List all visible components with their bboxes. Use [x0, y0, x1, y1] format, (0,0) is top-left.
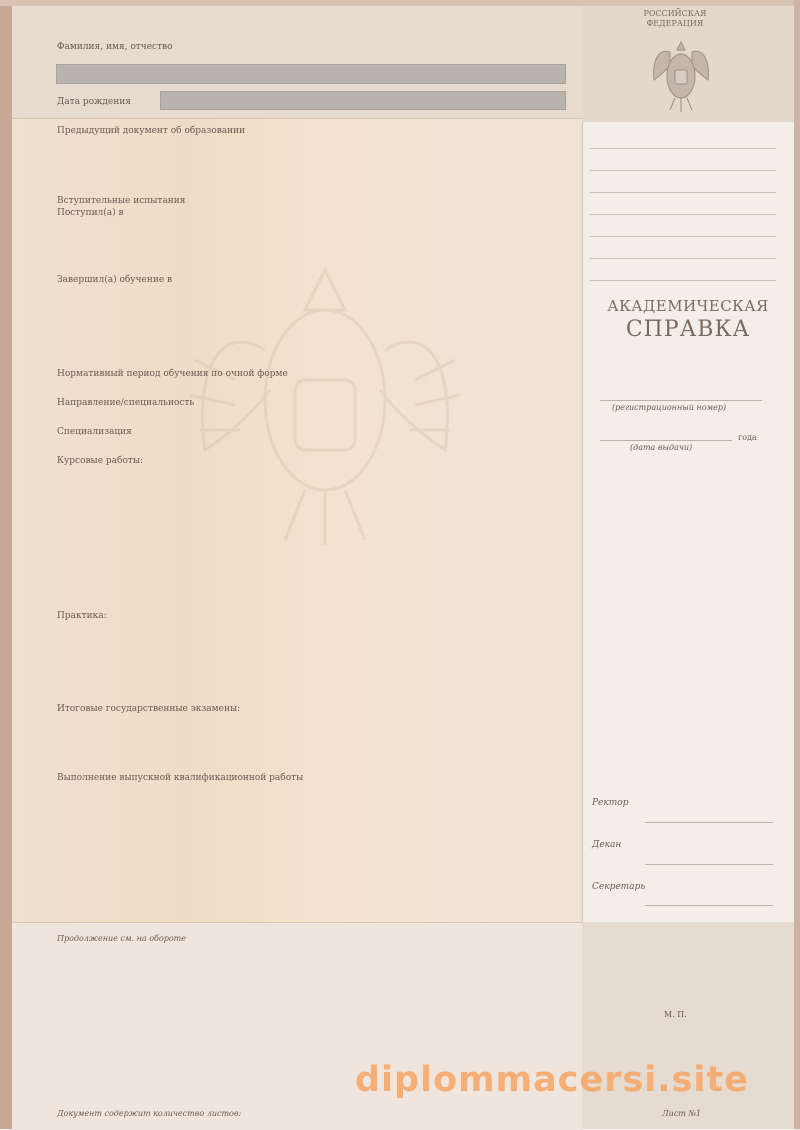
reg-line [590, 214, 776, 215]
document-title-line2: СПРАВКА [625, 317, 751, 342]
full-name-field[interactable] [56, 64, 566, 84]
sheet-number: Лист №1 [662, 1109, 702, 1118]
coat-of-arms-icon [648, 36, 714, 114]
secretary-signature-line [645, 905, 773, 906]
birth-date-field[interactable] [160, 91, 566, 110]
secretary-label: Секретарь [592, 882, 646, 892]
dean-label: Декан [592, 840, 622, 850]
state-exams-label: Итоговые государственные экзамены: [57, 704, 241, 714]
country-line2: ФЕДЕРАЦИЯ [646, 19, 704, 28]
site-watermark: diplommacersi.site [355, 1060, 749, 1100]
rector-signature-line [645, 822, 773, 823]
reg-number-line [600, 400, 762, 401]
year-suffix: года [738, 433, 757, 442]
full-name-label: Фамилия, имя, отчество [57, 42, 173, 52]
practice-label: Практика: [57, 611, 107, 621]
continued-note: Продолжение см. на обороте [57, 934, 186, 943]
direction-label: Направление/специальность [57, 398, 195, 408]
entrance-exams-label: Вступительные испытания [57, 196, 186, 206]
completed-label: Завершил(а) обучение в [57, 275, 173, 285]
left-border [0, 0, 12, 1129]
birth-date-label: Дата рождения [57, 97, 131, 107]
enrolled-label: Поступил(а) в [57, 208, 124, 218]
reg-line [590, 170, 776, 171]
specialization-label: Специализация [57, 427, 132, 437]
reg-number-caption: (регистрационный номер) [612, 403, 727, 412]
thesis-label: Выполнение выпускной квалификационной работы [57, 773, 304, 783]
stamp-place: М. П. [664, 1010, 687, 1019]
dean-signature-line [645, 864, 773, 865]
issue-date-caption: (дата выдачи) [630, 443, 693, 452]
reg-line [590, 280, 776, 281]
issue-date-line [600, 440, 732, 441]
emblem-watermark-icon [175, 230, 475, 560]
prev-doc-label: Предыдущий документ об образовании [57, 126, 246, 136]
normative-period-label: Нормативный период обучения по очной форме [57, 369, 288, 379]
reg-line [590, 192, 776, 193]
reg-line [590, 148, 776, 149]
coursework-label: Курсовые работы: [57, 456, 144, 466]
sheets-count-label: Документ содержит количество листов: [57, 1109, 242, 1118]
rector-label: Ректор [592, 798, 629, 808]
document-title-line1: АКАДЕМИЧЕСКАЯ [607, 297, 769, 315]
country-line1: РОССИЙСКАЯ [643, 9, 707, 18]
top-border [0, 0, 800, 6]
reg-line [590, 258, 776, 259]
right-border [794, 0, 800, 1129]
reg-line [590, 236, 776, 237]
